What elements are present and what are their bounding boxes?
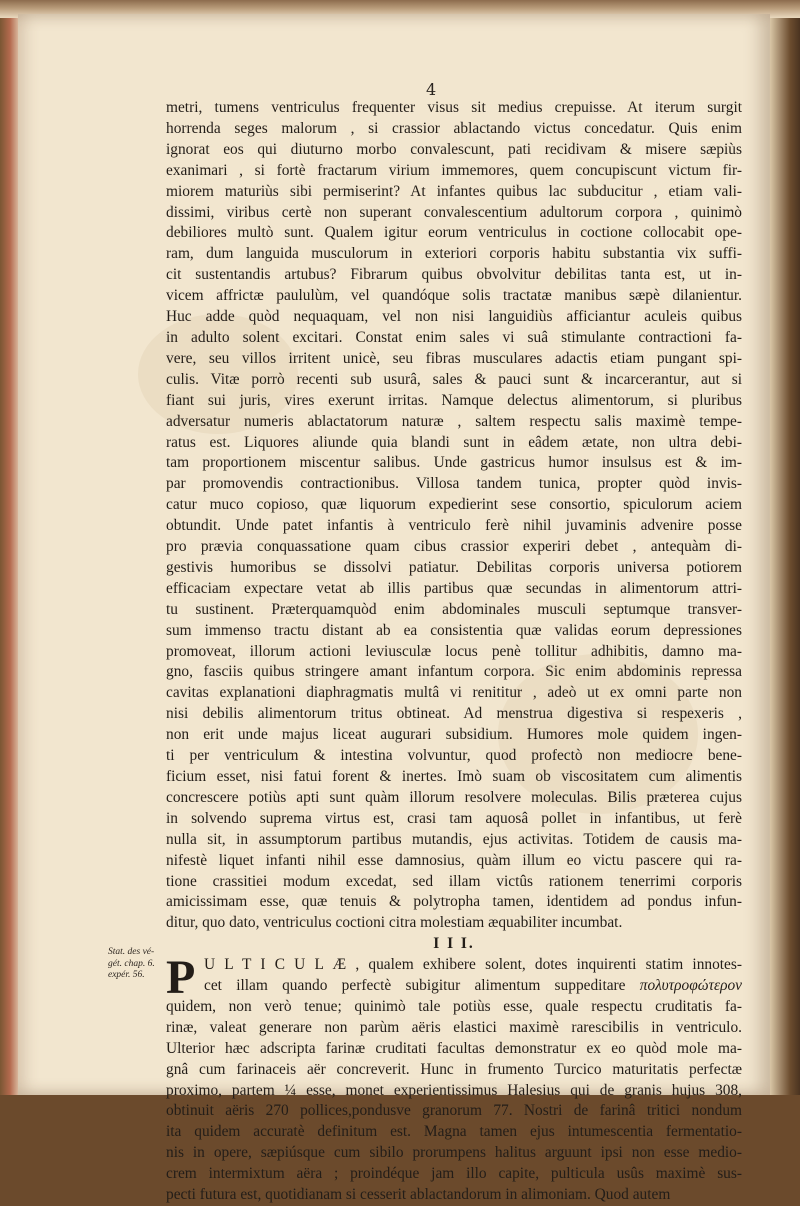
text-line: in solvendo suprema virtus est, crasi tam aquosâ pollet in infantibus, ut ferè [166, 809, 742, 827]
text-line: tione crassitiei modum excedat, sed illam victûs rationem tenerrimi corporis [166, 872, 742, 890]
text-line: nis in opere, sæpiúsque cum sibilo prorumpens halitus arguunt ipsi non esse medio- [166, 1144, 742, 1162]
text-line: nifestè liquet infanti nihil esse damnosius, quàm illum eo victu pascere qui ra- [166, 851, 742, 869]
text-line: metri, tumens ventriculus frequenter visus sit medius crepuisse. At iterum surgit [166, 99, 742, 116]
text-line: horrenda seges malorum , si crassior ablactando victus concedatur. Quis enim [166, 119, 742, 137]
text-line: culis. Vitæ porrò recenti sub usurâ, sales & pauci sunt & incarcerantur, aut si [166, 370, 742, 388]
margin-note-line: expér. 56. [108, 970, 145, 980]
section-heading: I I I. [433, 935, 475, 953]
text-line: ignorat eos qui diuturno morbo convalescunt, pati recidivam & misere sæpiùs [166, 140, 742, 158]
text-line: pro prævia conquassatione quam cibus crassior experiri debet , antequàm di- [166, 538, 742, 556]
drop-cap: P [166, 951, 196, 1005]
text-line: ditur, quo dato, ventriculus coctioni citra molestiam æquabiliter incumbat. [166, 914, 623, 932]
text-line: amicissimam esse, quæ tenuis & polytropha tamen, identidem ad pondus infun- [166, 893, 742, 911]
text-line: efficaciam expectare vetat ab illis partibus quæ secundas in alimentorum attri- [166, 579, 742, 597]
text-line: dissimi, viribus certè non superant convalescentium adultorum corpora , quinimò [166, 203, 742, 221]
text-line: cet illam quando perfectè subigitur alimentum suppeditare πολυτροφώτερον [204, 977, 742, 995]
text-line: gno, fasciis quibus stringere amant infantum corpora. Sic enim abdominis repressa [166, 663, 742, 681]
text-line: sum immenso tractu distant ab ea consistentia quæ validas eorum depressiones [166, 621, 742, 639]
text-line: nisi debilis alimentorum tritus obtineat. Ad menstrua digestiva si respexeris , [166, 705, 742, 723]
text-line: adversatur numeris ablactatorum naturæ , saltem respectu salis maximè tempe- [166, 412, 742, 430]
text-line: vere, seu villos irritent unicè, seu fibras musculares adactis etiam pungant spi- [166, 349, 742, 367]
text-line: ratus est. Liquores aliunde quia blandi sunt in eâdem ætate, non ultra debi- [166, 433, 742, 451]
body-paragraph [166, 98, 742, 934]
text-line: proximo, partem ¼ esse, monet experientissimus Halesius qui de granis hujus 308, [166, 1081, 742, 1099]
text-line: exanimari , si fortè fractarum virium immemores, quem concupiscunt victum fir- [166, 161, 742, 179]
text-line: ficium esset, nisi fatui forent & inertes. Imò suam ob viscositatem cum alimentis [166, 768, 742, 785]
greek-word: πολυτροφώτερον [639, 977, 742, 995]
text-line: ram, dum languida musculorum in exteriori corporis habitu substantia vix suffi- [166, 245, 742, 263]
text-line: rinæ, valeat generare non parùm aëris elastici maximè rarescibilis in ventriculo. [166, 1018, 742, 1036]
text-line: ita quidem accuratè definitum est. Magna tamen ejus intumescentia fermentatio- [166, 1123, 742, 1141]
text-line: par promovendis contractionibus. Villosa tandem tunica, propter quòd invis- [166, 475, 742, 493]
margin-note-line: gét. chap. 6. [108, 958, 155, 969]
text-line: non erit unde majus liceat augurari subsidium. Humores mole quidem ingen- [166, 726, 742, 744]
text-line: obtinuit aëris 270 pollices,pondusve granorum 77. Nostri de farinâ tritici nondum [166, 1102, 742, 1120]
text-line: vicem affrictæ paululùm, vel quandóque solis tractatæ manibus sæpè dilanientur. [166, 287, 742, 305]
text-line: miorem maturiùs sibi permiserint? At infantes quibus lac subducitur , etiam vali- [166, 182, 742, 200]
text-line: ti per ventriculum & intestina volvuntur, quod profectò non mediocre bene- [166, 747, 742, 765]
text-line: Ulterior hæc adscripta farinæ cruditati facultas demonstratur ex eo quòd mole ma- [166, 1039, 742, 1057]
text-line: catur muco copioso, quæ liquorum expedierint sese consortio, spiculorum aciem [166, 496, 742, 514]
text-line: in adulto solent excitari. Constat enim sales vi suâ stimulante contractioni fa- [166, 328, 742, 346]
text-line: cit sustentandis artubus? Fibrarum quibus obvolvitur debilitas tanta est, ut in- [166, 266, 742, 284]
text-line: pecti futura est, quotidianam si cesserit ablactandorum in alimoniam. Quod autem [166, 1186, 671, 1204]
text-line: crem intermixtum aëra ; proindéque jam illo capite, pulticula usûs maximè sus- [166, 1165, 742, 1183]
main-text [166, 98, 742, 1206]
margin-note-line: Stat. des vé- [108, 947, 155, 957]
text-line: gestivis humoribus se dissolvi patiatur. Debilitas corporis universa potiorem [166, 558, 742, 576]
text-line: cavitas explanationi diaphragmatis multâ vi renititur , adeò ut ex omni parte non [166, 684, 742, 702]
text-line: gnâ cum farinaceis aër concreverit. Hunc in frumento Turcico maturitatis perfectæ [166, 1060, 742, 1078]
text-line: fiant sui juris, vires exerunt irritas. Namque delectus alimentorum, si pluribus [166, 391, 742, 409]
margin-note [108, 947, 168, 982]
text-line: concrescere potiùs apti sunt quàm illorum resolvere moleculas. Bilis præterea cujus [166, 788, 742, 806]
page-number: 4 [426, 80, 437, 99]
text-line: obtundit. Unde patet infantis à ventriculo ferè nihil juvaminis advenire posse [166, 517, 742, 535]
text-line: nulla sit, in assumptorum partibus mutandis, ejus activitas. Totidem de causis ma- [166, 830, 742, 848]
text-line: tam proportionem miscentur salibus. Unde gastricus humor insulsus est & im- [166, 454, 742, 472]
text-line: promoveat, illorum actioni leviusculæ locus penè tollitur adhibitis, damno ma- [166, 642, 742, 660]
text-line: Huc adde quòd nequaquam, vel non nisi languidiùs afficiantur aculeis quibus [166, 308, 742, 326]
text-line: debiliores multò sunt. Qualem igitur eorum ventriculus in coctione collocabit ope- [166, 224, 742, 242]
text-line: U L T I C U L Æ , qualem exhibere solent, dotes inquirenti statim innotes- [204, 956, 742, 974]
section-paragraph [166, 951, 742, 1206]
text-line: tu sustinent. Præterquamquòd enim abdominales musculi septumque transver- [166, 600, 742, 618]
text-line: quidem, non verò tenue; quinimò tale potiùs esse, quale respectu cruditatis fa- [166, 997, 742, 1015]
